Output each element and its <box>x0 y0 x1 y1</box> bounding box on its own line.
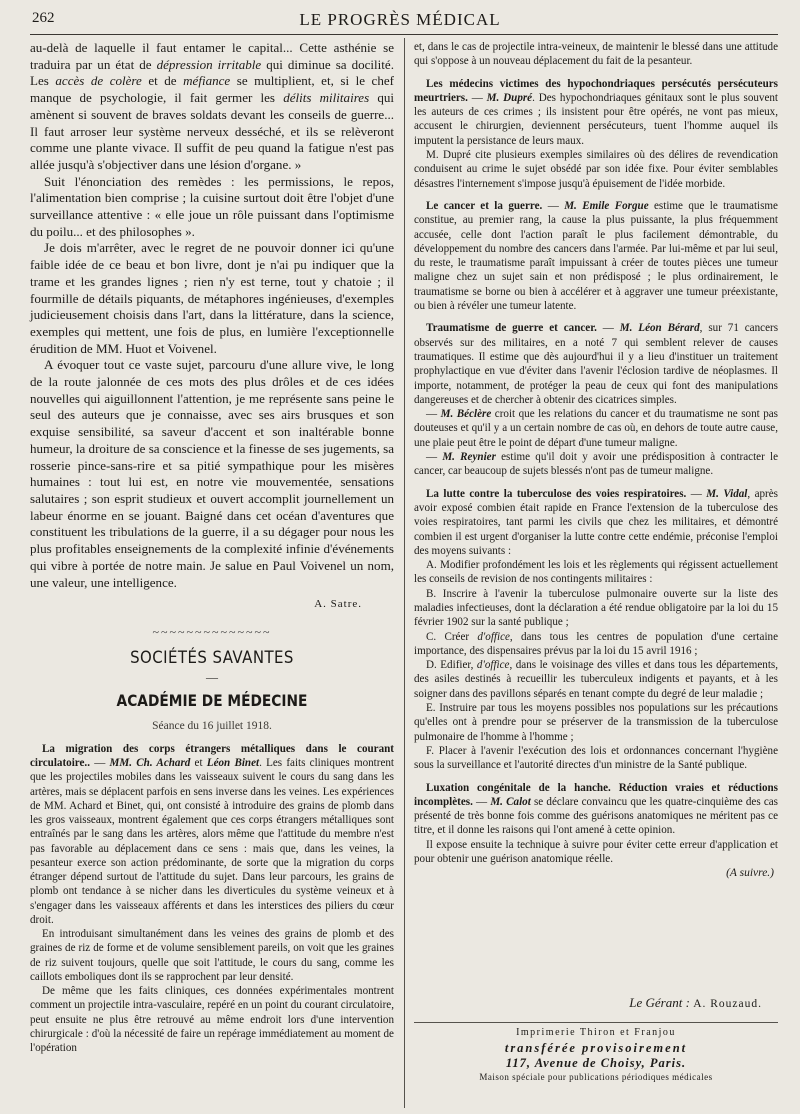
to-be-continued: (A suivre.) <box>726 867 774 880</box>
list-item: C. Créer d'office, dans tous les centres de population d'une certaine importance, des dispensaires prévus par la loi du 15 avril 1916 ; <box>414 630 778 657</box>
article-paragraph: La migration des corps étrangers métalliques dans le courant circulatoire.. — MM. Ch. Achard et Léon Binet. Les faits cliniques montrent que les projectiles mobiles dans les vaisseaux suivent le cours du sang dans les artères, mais se déplacent parfois en sens inverse dans les veines. Les expériences de MM. Achard et Binet, qui, ont consisté à introduire des grains de plomb dans les gros vaisseaux, montrent également que ces corps étrangers métalliques sont entraînés par le sang dans les artères, alors même que l'attitude du membre n'est pas favorable au déplacement dans ce sens : mais que, dans les veines, la pesanteur exerce son action prédominante, de sorte que la migration du corps étranger dépend surtout de l'attitude du sujet. Dans leur parcours, les grains de plomb ont tendance à se nicher dans les diverticules du système veineux et à s'engager dans les vaisseaux afférents et dans les interstices des piliers du cœur droit. <box>30 742 395 926</box>
article-paragraph: Il expose ensuite la technique à suivre pour éviter cette erreur d'application et pour obtenir une guérison anatomique réelle. <box>414 838 778 866</box>
academy-heading: ACADÉMIE DE MÉDECINE <box>116 690 308 710</box>
running-title: LE PROGRÈS MÉDICAL <box>299 10 501 29</box>
article-paragraph: Le cancer et la guerre. — M. Emile Forgue estime que le traumatisme constitue, au premier rang, la cause la plus puissante, la plus fréquemment accusée, celle dont l'action paraît le plus facilement démontrable, du développement du nombre des cancers dans l'armée. Par lui-même et par lui seul, du reste, le traumatisme paraît impuissant à créer de toutes pièces une tumeur maligne chez un sujet sain et non prédisposé ; le plus ordinairement, le traumatisme se borne ou bien à accélérer et à aggraver une tumeur préexistante, ou bien à révéler une tumeur latente. <box>414 199 778 313</box>
article-paragraph: De même que les faits cliniques, ces données expérimentales montrent comment un projectile intra-vasculaire, repéré en un point du courant circulatoire, peut ensuite ne plus être retrouvé au même endroit lors d'une intervention chirurgicale : d'où la nécessité de faire un repérage immédiatement au moment de l'opération <box>30 985 394 1055</box>
title-dash: — <box>206 669 218 684</box>
left-column <box>30 40 394 1055</box>
article-paragraph: Les médecins victimes des hypochondriaques persécutés persécuteurs meurtriers. — M. Dupré. Des hypochondriaques génitaux sont le plus souvent les auteurs de ces crimes ; ils insistent pour être opérés, ne vont pas mieux, accusent le chirurgien, deviennent persécuteurs, tuent l'homme auquel ils imputent la persistance de leurs maux. <box>414 77 779 147</box>
article-paragraph: — M. Reynier estime qu'il doit y avoir une prédisposition à contracter le cancer, car beaucoup de sujets blessés n'ont pas de tumeur maligne. <box>414 451 778 478</box>
column-divider <box>404 38 405 1108</box>
review-paragraph: au-delà de laquelle il faut entamer le capital... Cette asthénie se traduira par un état de dépression irritable qui diminue sa docilité. Les accès de colère et de méfiance se multiplient, et, si le chef manque de psychologie, il fait germer les délits militaires qui amènent si souvent de braves soldats devant les conseils de guerre... Il faut arroser leur système nerveux desséché, et ils se relèveront comme une plante vivace. Il suffit de peu quand la fatigue n'est pas allée jusqu'à s'objectiver dans une lésion d'organe. » <box>30 40 394 172</box>
list-item: B. Inscrire à l'avenir la tuberculose pulmonaire ouverte sur la liste des maladies infectieuses, dont la déclaration a été rendue obligatoire par la loi du 15 février 1902 sur la santé publique ; <box>414 587 778 629</box>
page-number: 262 <box>32 10 55 26</box>
list-item: A. Modifier profondément les lois et les règlements qui régissent actuellement les conseils de revision de nos contingents militaires : <box>414 559 778 586</box>
printer-specialty: Maison spéciale pour publications périodiques médicales <box>479 1072 713 1082</box>
list-item: E. Instruire par tous les moyens possibles nos populations sur les précautions qu'elles ont à prendre pour se préserver de la transmission de la tuberculose pulmonaire de l'homme à l'homme ; <box>414 702 778 743</box>
printer-address: 117, Avenue de Choisy, Paris. <box>505 1056 687 1070</box>
review-paragraph: A évoquer tout ce vaste sujet, parcouru d'une allure vive, le long de la route jalonnée de ces mots des plus drôles et de ces idées nouvelles qui aiguillonnent l'attention, je me représente sans peine le seul des auteurs que je connaisse, avec ses airs brusques et son exquise sensibilité, sa saveur d'accent et son inaltérable bonne humeur, la droiture de sa conscience et la finesse de ses jugements, sa rosserie pince-sans-rire et sa pitié sympathique pour les misères humaines : tout lui est, en notre vie mouvementée, sensations salutaires ; son esprit studieux et ouvert accomplit journellement un labeur énorme en se jouant. Baigné dans cet océan d'aventures que constituent les tribulations de la guerre, il a su dégager pour nous les plus profitables enseignements de la complexité infinie d'événements qui vibre à portée de notre main. Je salue en Paul Voivenel un nom, une valeur, une intelligence. <box>30 357 394 590</box>
book-review-text <box>30 40 394 613</box>
list-item: F. Placer à l'avenir l'exécution des lois et ordonnances concernant l'hygiène sous la surveillance et l'autorité directes d'un ministre de la Santé publique. <box>414 744 778 772</box>
gerant-line: Le Gérant : A. Rouzaud. <box>629 995 762 1010</box>
right-column <box>414 40 778 881</box>
continuation-paragraph: et, dans le cas de projectile intra-veineux, de maintenir le blessé dans une attitude qui s'oppose à un nouveau déplacement du fait de la pesanteur. <box>414 41 778 68</box>
list-item: D. Edifier, d'office, dans le voisinage des villes et dans tous les départements, des asiles destinés à recueillir les tuberculeux indigents et payants, et à les soigner dans des pavillons séparés en tenant compte du degré de leur maladie ; <box>414 659 778 700</box>
review-paragraph: Suit l'énonciation des remèdes : les permissions, le repos, l'alimentation bien comprise ; la cuisine surtout doit être l'objet d'une surveillance attentive : « elle joue un rôle puissant dans l'optimisme du poilu... et des philosophes ». <box>30 173 394 239</box>
article-paragraph: — M. Béclère croit que les relations du cancer et du traumatisme ne sont pas douteuses et qu'il y a un certain nombre de cas où, en dehors de toute autre cause, une plaie peut être le point de départ d'une tumeur maligne. <box>414 408 779 449</box>
article-paragraph: La lutte contre la tuberculose des voies respiratoires. — M. Vidal, après avoir exposé combien était rapide en France l'extension de la tuberculose des voies respiratoires, tant parmi les civils que chez les militaires, et démontré combien il est urgent d'organiser la lutte contre cette endémie, préconise l'emploi des moyens suivants : <box>414 487 778 557</box>
migration-article <box>30 742 394 1056</box>
section-title: SOCIÉTÉS SAVANTES <box>130 647 294 668</box>
page-header <box>30 6 770 34</box>
session-date: Séance du 16 juillet 1918. <box>152 719 272 732</box>
article-paragraph: En introduisant simultanément dans les veines des grains de plomb et des graines de riz de forme et de volume sensiblement pareils, on voit que les graines de riz suivent toujours, quelle que soit l'attitude, le cours du sang, comme les caillots emboliques dont ils se rapprochent par leur densité. <box>30 928 394 983</box>
header-rule <box>30 34 778 35</box>
printer-status: transférée provisoirement <box>504 1041 688 1055</box>
review-paragraph: Je dois m'arrêter, avec le regret de ne pouvoir donner ici qu'une faible idée de ce beau et bon livre, dont je n'ai pu indiquer que la trame et les grandes lignes ; rien n'y est terne, tout y chatoie ; il fourmille de détails piquants, de métaphores ingénieuses, d'exemples judicieusement choisis dans l'art, dans la littérature, dans la science, exemples qui mettent, une fois de plus, en lumière l'exceptionnelle érudition de MM. Huot et Voivenel. <box>30 240 394 356</box>
review-signature: A. Satre. <box>314 598 362 611</box>
footer-rule <box>414 1022 778 1023</box>
article-paragraph: M. Dupré cite plusieurs exemples similaires où des délires de revendication conduisent au crime le sujet obsédé par son idée fixe. Pour éviter semblables désastres l'internement s'impose jusqu'à épuisement de l'idée morbide. <box>414 149 778 190</box>
article-paragraph: Traumatisme de guerre et cancer. — M. Léon Bérard, sur 71 cancers observés sur des militaires, en a noté 7 qui semblent relever de causes traumatiques. Il estime que dès aujourd'hui il y a lieu d'instituer un traitement prophylactique en vue d'éviter dans l'avenir l'éclosion tardive de néoplasmes. Il importe, notamment, de protéger la peau de ceux qui font des manipulations dangereuses et de chercher à obtenir des cicatrices simples. <box>414 322 779 406</box>
ornament-divider: ~~~~~~~~~~~~~~ <box>152 624 272 639</box>
printer-name: Imprimerie Thiron et Franjou <box>516 1027 676 1038</box>
article-paragraph: Luxation congénitale de la hanche. Réduction vraies et réductions incomplètes. — M. Calot se déclare convaincu que les quatre-cinquième des cas présenté de très bonne fois comme des guérisons anatomiques ne méritent pas ce titre, et il donne les raisons qui l'ont amené à cette opinion. <box>414 781 778 837</box>
